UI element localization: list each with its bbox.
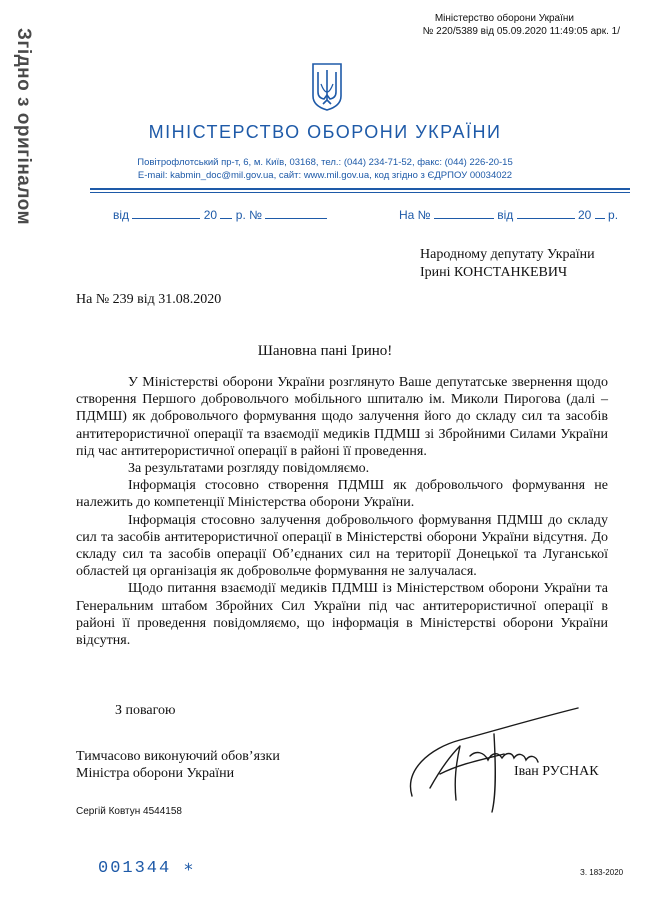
certified-copy-stamp: Згідно з оригіналом xyxy=(13,28,34,226)
form-code: З. 183-2020 xyxy=(580,868,624,877)
letter-body xyxy=(76,374,608,649)
addressee-name: Ірині КОНСТАНКЕВИЧ xyxy=(420,265,568,280)
r-label: р. № xyxy=(235,208,262,222)
paragraph: Інформація стосовно створення ПДМШ як добровольчого формування не належить до компетенції Міністерства оборони України. xyxy=(76,478,608,511)
letterhead-rule-thin xyxy=(90,192,630,193)
outgoing-number-blank xyxy=(113,208,327,222)
year-label: 20 xyxy=(203,208,218,222)
ministry-address: Повітрофлотський пр-т, 6, м. Київ, 03168, тел.: (044) 234-71-52, факс: (044) 226-20-15 xyxy=(137,157,513,168)
ministry-title: МІНІСТЕРСТВО ОБОРОНИ УКРАЇНИ xyxy=(148,122,502,142)
addressee-block xyxy=(420,246,595,282)
registration-stamp xyxy=(423,12,620,38)
executor-info: Сергій Ковтун 4544158 xyxy=(76,806,182,817)
signatory-name: Іван РУСНАК xyxy=(514,764,599,779)
reference-line: На № 239 від 31.08.2020 xyxy=(76,292,222,307)
to-r-label: р. xyxy=(608,208,619,222)
to-year-label: 20 xyxy=(577,208,592,222)
serial-number: 001344 ∗ xyxy=(98,859,196,878)
paragraph: У Міністерстві оборони України розглянуто Ваше депутатське звернення щодо створення Першого добровольчого мобільного шпиталю ім. Миколи Пирогова (далі – ПДМШ) як добровольчого формування щодо залучення його до складу сил та засобів антитерористичної операції та взаємодії медиків ПДМШ зі Збройними Силами України під час антитерористичної операції в районі її проведення. xyxy=(76,375,608,459)
salutation: Шановна пані Ірино! xyxy=(257,343,393,359)
to-label: На № xyxy=(399,208,431,222)
position-line-2: Міністра оборони України xyxy=(76,766,235,781)
addressee-title: Народному депутату України xyxy=(420,247,595,262)
closing-regards: З повагою xyxy=(115,703,176,718)
incoming-number-blank xyxy=(399,208,618,222)
signer-position xyxy=(76,748,280,782)
handwritten-signature xyxy=(400,700,600,815)
registration-number: № 220/5389 від 05.09.2020 11:49:05 арк. 1/ xyxy=(422,26,620,37)
trident-emblem-icon xyxy=(311,62,343,112)
paragraph: Інформація стосовно залучення добровольчого формування ПДМШ до складу сил та засобів антитерористичної операції в Міністерстві оборони України відсутня. До складу сил та засобів операції Об’єднаних сил на території Донецької та Луганської областей ця організація як добровольче формування не залучалася. xyxy=(76,512,608,580)
position-line-1: Тимчасово виконуючий обов’язки xyxy=(76,749,280,764)
ministry-contacts xyxy=(0,156,650,182)
paragraph: За результатами розгляду повідомляємо. xyxy=(128,461,370,477)
paragraph: Щодо питання взаємодії медиків ПДМШ із Міністерством оборони України та Генеральним штабом Збройних Сил України під час антитерористичної операції в районі її проведення повідомляємо, що інформація в Міністерстві оборони України відсутня. xyxy=(76,581,608,649)
registration-org: Міністерство оборони України xyxy=(434,13,574,24)
to-from-label: від xyxy=(497,208,514,222)
from-label: від xyxy=(113,208,130,222)
letterhead-rule xyxy=(90,188,630,190)
ministry-email-line: E-mail: kabmin_doc@mil.gov.ua, сайт: www.mil.gov.ua, код згідно з ЄДРПОУ 00034022 xyxy=(137,170,513,181)
